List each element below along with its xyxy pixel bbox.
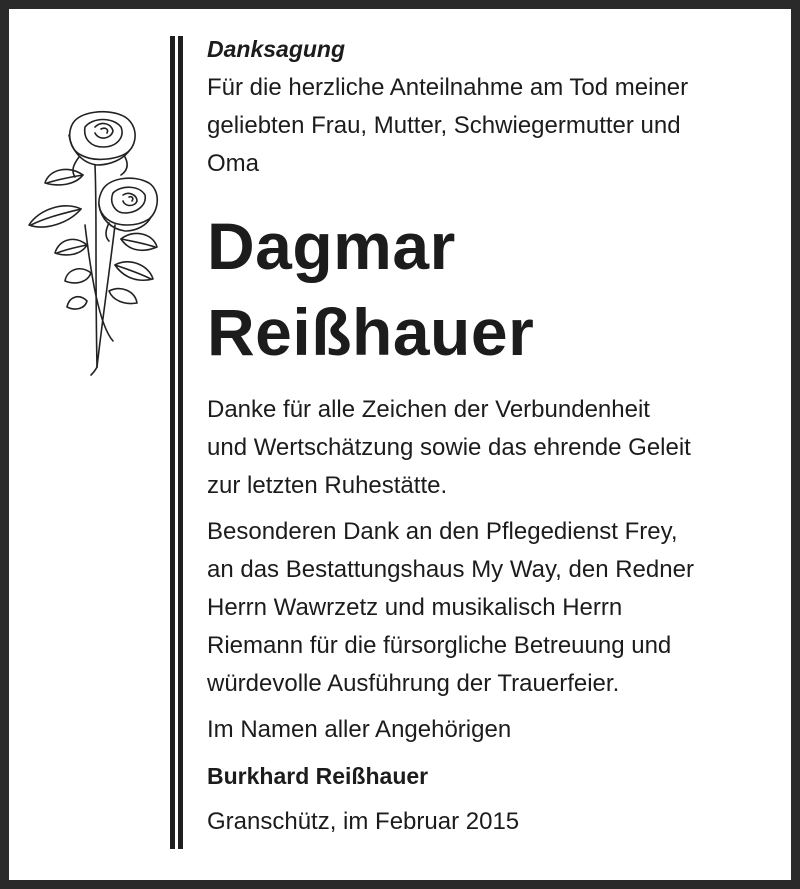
closing-line: Im Namen aller Angehörigen bbox=[207, 716, 512, 743]
divider-line-left bbox=[170, 36, 175, 849]
divider-line-right bbox=[178, 36, 183, 849]
special-thanks-line: an das Bestattungshaus My Way, den Redner bbox=[207, 556, 694, 583]
deceased-name bbox=[207, 203, 797, 375]
intro-line: geliebten Frau, Mutter, Schwiegermutter und bbox=[207, 112, 681, 139]
rose-icon bbox=[25, 105, 167, 377]
intro-line: Für die herzliche Anteilnahme am Tod meiner bbox=[207, 74, 689, 101]
special-thanks-line: Besonderen Dank an den Pflegedienst Frey, bbox=[207, 518, 678, 545]
thanks-line: Danke für alle Zeichen der Verbundenheit bbox=[207, 396, 650, 423]
deceased-first-name: Dagmar bbox=[207, 209, 456, 283]
special-thanks-line: Riemann für die fürsorgliche Betreuung und bbox=[207, 632, 672, 659]
thanks-line: und Wertschätzung sowie das ehrende Geleit bbox=[207, 434, 691, 461]
thanks-line: zur letzten Ruhestätte. bbox=[207, 472, 448, 499]
notice-text bbox=[207, 31, 797, 841]
signer-name: Burkhard Reißhauer bbox=[207, 763, 429, 789]
special-thanks-line: würdevolle Ausführung der Trauerfeier. bbox=[207, 670, 620, 697]
notice-heading: Danksagung bbox=[207, 36, 346, 62]
deceased-last-name: Reißhauer bbox=[207, 295, 535, 369]
intro-line: Oma bbox=[207, 150, 260, 177]
special-thanks-line: Herrn Wawrzetz und musikalisch Herrn bbox=[207, 594, 623, 621]
place-date: Granschütz, im Februar 2015 bbox=[207, 808, 520, 835]
